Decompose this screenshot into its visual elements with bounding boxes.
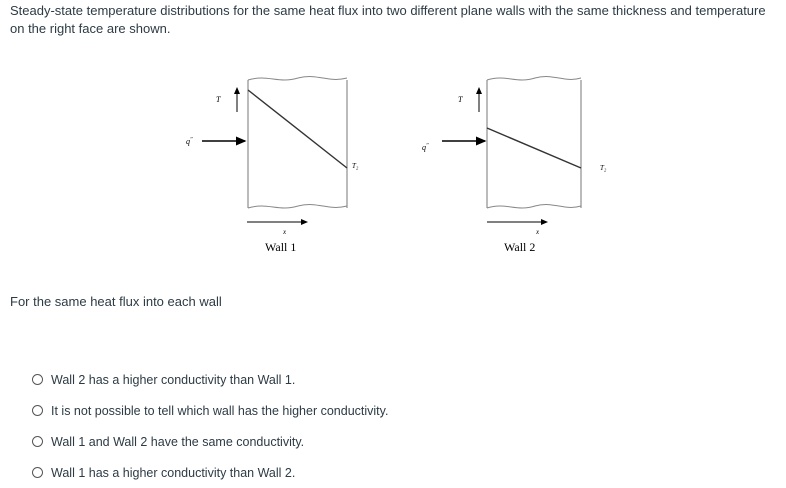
wall-diagrams-svg: [150, 70, 630, 260]
wall-1-temperature-profile: [248, 90, 347, 168]
question-text: Steady-state temperature distributions for the same heat flux into two different plane walls with the same thickness and temperature on the right face are shown.: [10, 3, 766, 36]
answer-option-label: Wall 2 has a higher conductivity than Wall 1.: [51, 372, 296, 387]
wall-2-temperature-label: T: [458, 95, 463, 104]
wall-2-x-label: x: [536, 228, 540, 236]
sub-prompt: For the same heat flux into each wall: [10, 294, 222, 309]
answer-option-2[interactable]: [32, 395, 388, 426]
wall-2-bottom-edge: [487, 205, 581, 208]
wall-1-bottom-edge: [248, 205, 347, 208]
wall-1-temperature-label: T: [216, 95, 221, 104]
wall-2-heat-flux-label: q″: [422, 143, 429, 152]
wall-1-heat-flux-label: q″: [186, 137, 193, 146]
radio-button[interactable]: [32, 374, 43, 385]
wall-1-x-label: x: [283, 228, 287, 236]
wall-1-diagram: [186, 77, 359, 254]
wall-1-t2-label: T₂: [352, 162, 359, 170]
answer-options: [32, 364, 388, 488]
radio-button[interactable]: [32, 467, 43, 478]
wall-2-top-edge: [487, 77, 581, 80]
wall-1-top-edge: [248, 77, 347, 80]
wall-temperature-figure: [150, 70, 630, 260]
answer-option-1[interactable]: [32, 364, 388, 395]
answer-option-4[interactable]: [32, 457, 388, 488]
wall-2-t2-label: T₂: [600, 164, 607, 172]
answer-option-label: It is not possible to tell which wall has the higher conductivity.: [51, 403, 389, 418]
radio-button[interactable]: [32, 405, 43, 416]
wall-2-temperature-profile: [487, 128, 581, 168]
answer-option-label: Wall 1 and Wall 2 have the same conductivity.: [51, 434, 305, 449]
answer-option-label: Wall 1 has a higher conductivity than Wall 2.: [51, 465, 296, 480]
radio-button[interactable]: [32, 436, 43, 447]
answer-option-3[interactable]: [32, 426, 388, 457]
wall-2-label: Wall 2: [504, 240, 536, 254]
wall-2-diagram: [422, 77, 607, 254]
wall-1-label: Wall 1: [265, 240, 297, 254]
